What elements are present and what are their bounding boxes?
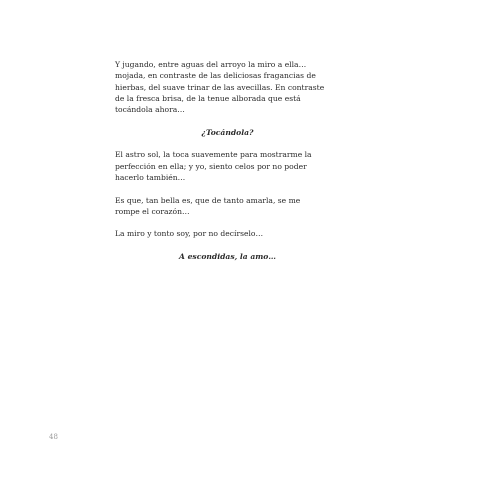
paragraph-2-question: ¿Tocándola? bbox=[201, 127, 254, 137]
poem-text bbox=[115, 59, 340, 274]
paragraph-3: El astro sol, la toca suavemente para mostrarme la perfección en ella; y yo, siento celos por no poder hacerlo también… bbox=[115, 150, 312, 182]
paragraph-4: Es que, tan bella es, que de tanto amarla, se me rompe el corazón… bbox=[115, 195, 301, 216]
paragraph-5: La miro y tonto soy, por no decírselo… bbox=[115, 229, 264, 239]
paragraph-6-closing: A escondidas, la amo… bbox=[179, 252, 276, 262]
paragraph-1: Y jugando, entre aguas del arroyo la miro a ella… mojada, en contraste de las deliciosas fragancias de hierbas, del suave trinar de las avecillas. En contraste de la fresca brisa, de la tenue alborada que está tocándola ahora… bbox=[115, 60, 325, 115]
page-number: 48 bbox=[49, 433, 58, 441]
